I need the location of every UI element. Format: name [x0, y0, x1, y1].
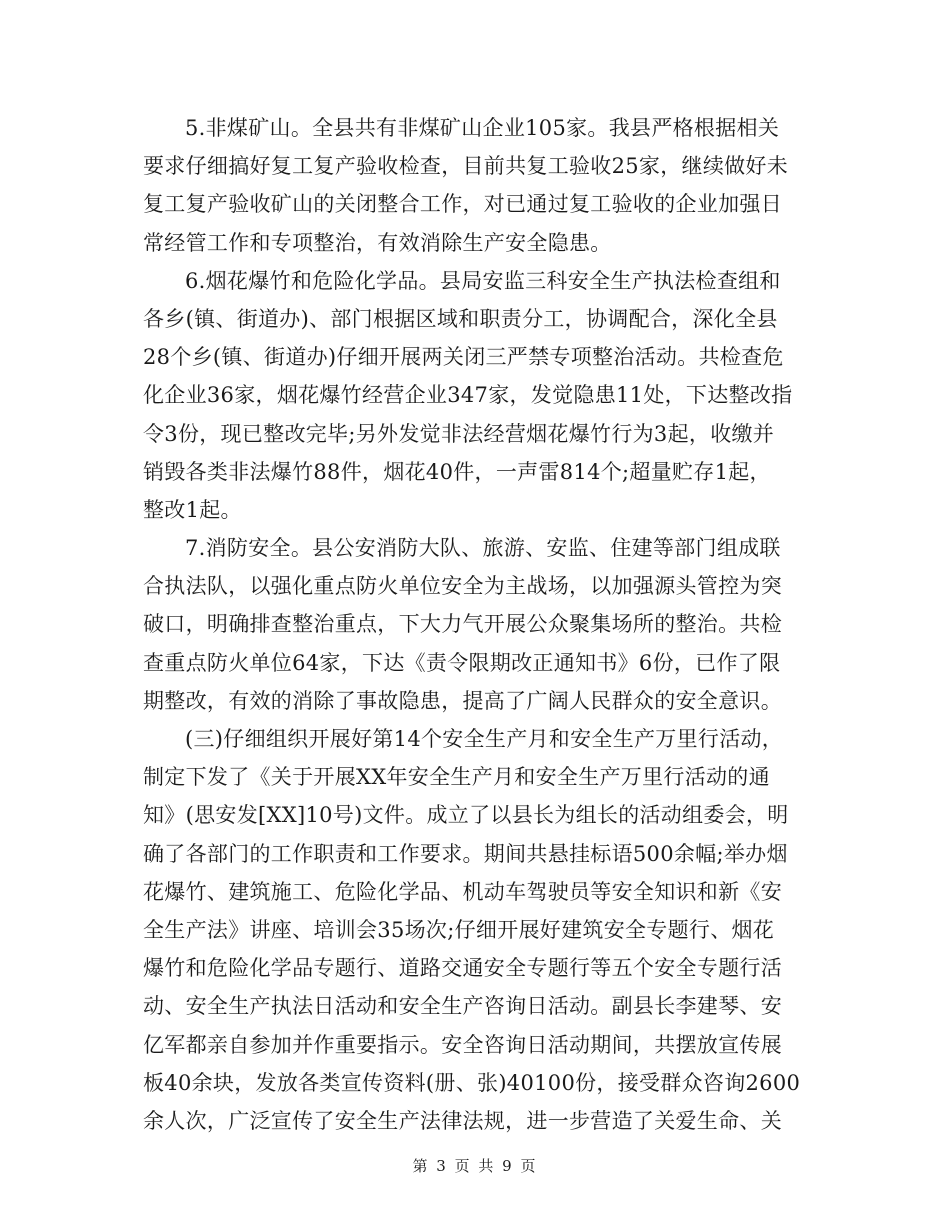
document-body — [143, 109, 808, 1140]
text-line: 合执法队，以强化重点防火单位安全为主战场，以加强源头管控为突 — [143, 574, 782, 599]
text-line: 28个乡(镇、街道办)仔细开展两关闭三严禁专项整治活动。共检查危 — [143, 345, 784, 370]
text-line: 7.消防安全。县公安消防大队、旅游、安监、住建等部门组成联 — [185, 536, 781, 561]
text-line: 常经管工作和专项整治，有效消除生产安全隐患。 — [143, 230, 612, 255]
text-line: 销毁各类非法爆竹88件，烟花40件，一声雷814个;超量贮存1起， — [143, 459, 771, 484]
text-line: 破口，明确排查整治重点，下大力气开展公众聚集场所的整治。共检 — [143, 612, 782, 637]
text-line: 要求仔细搞好复工复产验收检查，目前共复工验收25家，继续做好未 — [143, 154, 789, 179]
text-line: 令3份，现已整改完毕;另外发觉非法经营烟花爆竹行为3起，收缴并 — [143, 421, 775, 446]
text-line: 动、安全生产执法日活动和安全生产咨询日活动。副县长李建琴、安 — [143, 994, 782, 1019]
text-line: 制定下发了《关于开展XX年安全生产月和安全生产万里行活动的通 — [143, 765, 770, 790]
paragraph-non-coal-mines — [143, 109, 808, 262]
text-line: 知》(思安发[XX]10号)文件。成立了以县长为组长的活动组委会，明 — [143, 803, 789, 828]
paragraph-safety-month — [143, 720, 808, 1140]
text-line: 查重点防火单位64家，下达《责令限期改正通知书》6份，已作了限 — [143, 650, 781, 675]
text-line: 亿军都亲自参加并作重要指示。安全咨询日活动期间，共摆放宣传展 — [143, 1032, 782, 1057]
paragraph-fireworks-chemicals — [143, 262, 808, 529]
text-line: 整改1起。 — [143, 497, 242, 522]
text-line: 各乡(镇、街道办)、部门根据区域和职责分工，协调配合，深化全县 — [143, 306, 778, 331]
text-line: 板40余块，发放各类宣传资料(册、张)40100份，接受群众咨询2600 — [143, 1070, 801, 1095]
text-line: 余人次，广泛宣传了安全生产法律法规，进一步营造了关爱生命、关 — [143, 1108, 782, 1133]
paragraph-fire-safety — [143, 529, 808, 720]
text-line: 期整改，有效的消除了事故隐患，提高了广阔人民群众的安全意识。 — [143, 688, 782, 713]
text-line: 化企业36家，烟花爆竹经营企业347家，发觉隐患11处，下达整改指 — [143, 383, 793, 408]
text-line: 5.非煤矿山。全县共有非煤矿山企业105家。我县严格根据相关 — [185, 116, 780, 140]
text-line: 花爆竹、建筑施工、危险化学品、机动车驾驶员等安全知识和新《安 — [143, 879, 782, 904]
text-line: 爆竹和危险化学品专题行、道路交通安全专题行等五个安全专题行活 — [143, 956, 782, 981]
text-line: 复工复产验收矿山的关闭整合工作，对已通过复工验收的企业加强日 — [143, 192, 782, 217]
text-line: 确了各部门的工作职责和工作要求。期间共悬挂标语500余幅;举办烟 — [143, 841, 788, 866]
text-line: 全生产法》讲座、培训会35场次;仔细开展好建筑安全专题行、烟花 — [143, 917, 775, 942]
page-number-footer: 第 3 页 共 9 页 — [412, 1157, 538, 1175]
text-line: (三)仔细组织开展好第14个安全生产月和安全生产万里行活动， — [185, 727, 784, 751]
text-line: 6.烟花爆竹和危险化学品。县局安监三科安全生产执法检查组和 — [185, 268, 781, 293]
